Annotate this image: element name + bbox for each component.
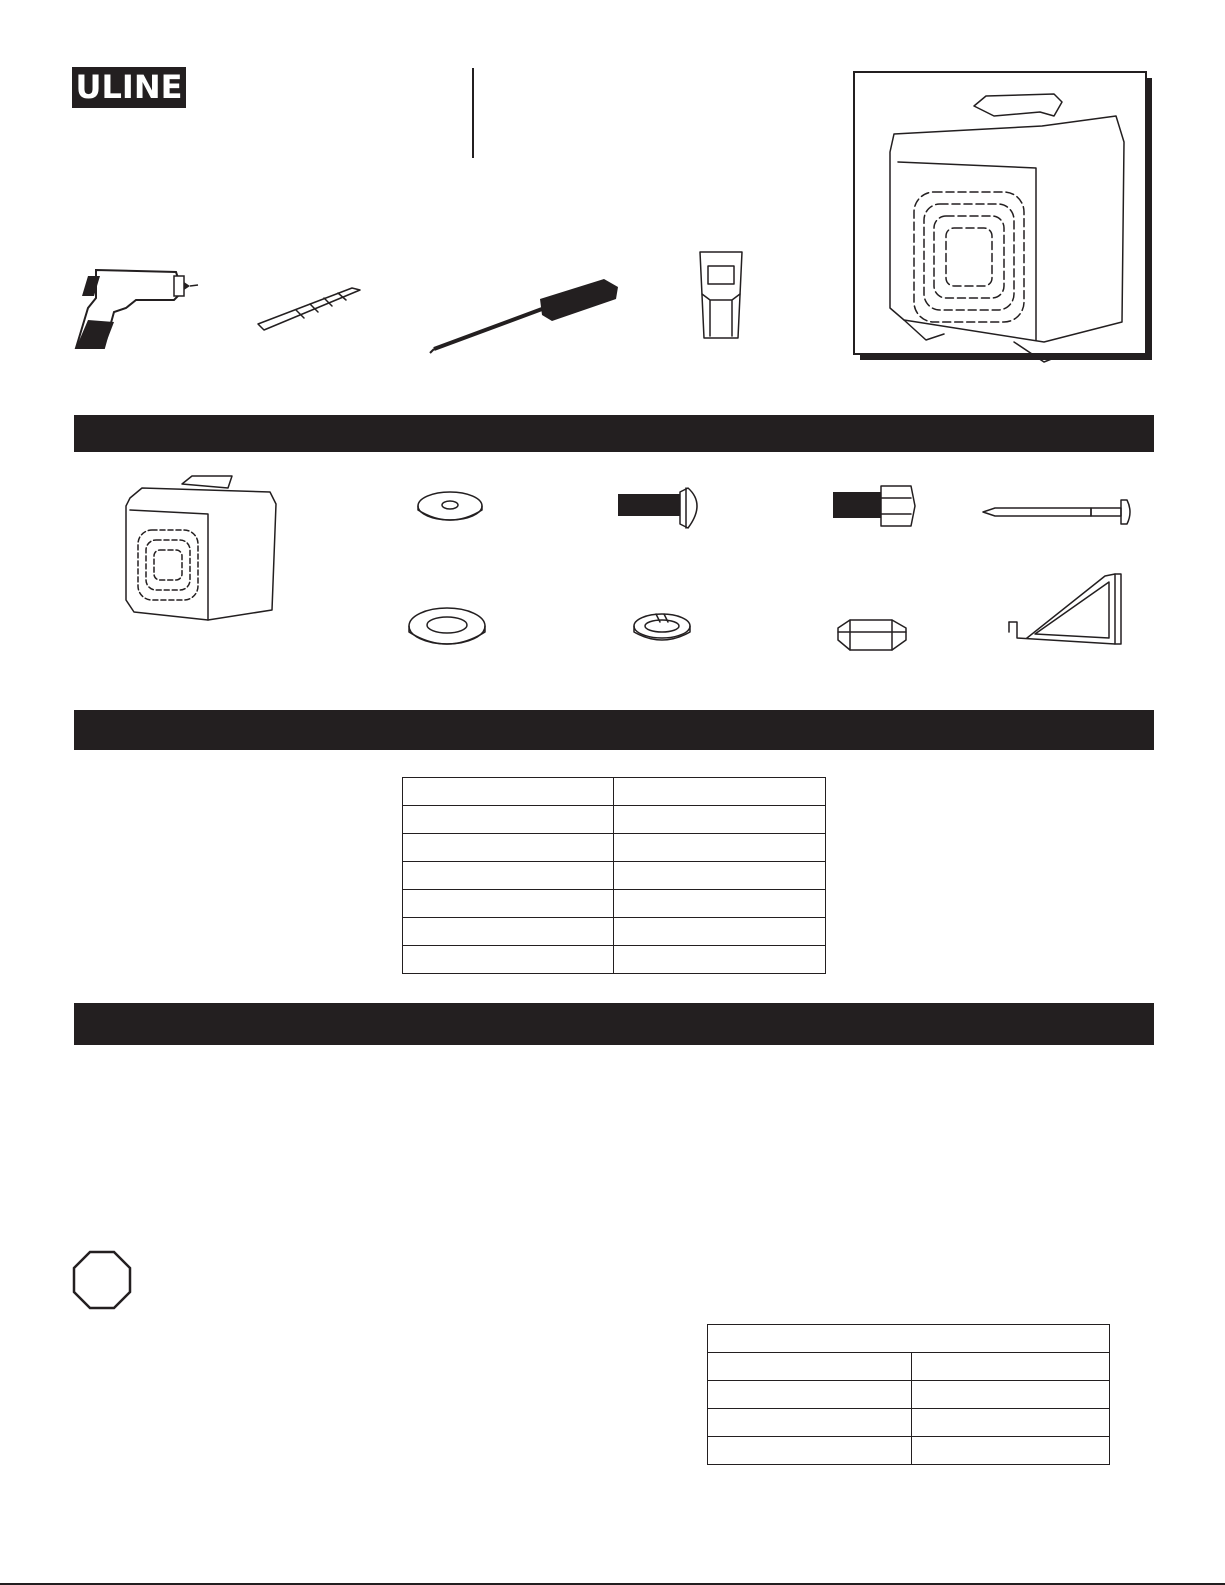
table-row bbox=[403, 778, 826, 806]
specifications-table bbox=[402, 777, 826, 974]
header-divider bbox=[472, 68, 474, 158]
table-cell bbox=[403, 918, 614, 946]
section-header-bar bbox=[74, 1003, 1154, 1045]
table-row bbox=[403, 918, 826, 946]
wiring-table bbox=[707, 1324, 1110, 1465]
table-cell bbox=[708, 1353, 912, 1381]
drill-icon bbox=[74, 268, 199, 352]
table-cell bbox=[614, 946, 826, 974]
table-row bbox=[403, 834, 826, 862]
table-row bbox=[708, 1353, 1110, 1381]
table-row bbox=[708, 1381, 1110, 1409]
table-cell bbox=[614, 834, 826, 862]
hex-nut-icon bbox=[834, 618, 909, 654]
uline-logo: ULINE bbox=[72, 67, 186, 108]
table-cell bbox=[614, 806, 826, 834]
table-row bbox=[708, 1325, 1110, 1353]
stud-finder-icon bbox=[696, 250, 746, 345]
wall-bracket-icon bbox=[1007, 572, 1122, 654]
heater-product-image bbox=[854, 72, 1159, 372]
lock-washer-icon bbox=[630, 610, 695, 650]
drill-bit-icon bbox=[256, 288, 361, 333]
table-cell bbox=[912, 1353, 1110, 1381]
table-row bbox=[403, 890, 826, 918]
table-row bbox=[403, 946, 826, 974]
screwdriver-icon bbox=[432, 277, 622, 355]
hex-bolt-icon bbox=[831, 482, 917, 534]
table-cell bbox=[403, 806, 614, 834]
table-header-cell bbox=[708, 1325, 1110, 1353]
heater-part-image bbox=[122, 470, 277, 625]
section-header-bar bbox=[74, 415, 1154, 452]
table-cell bbox=[403, 946, 614, 974]
table-row bbox=[403, 806, 826, 834]
flat-washer-large-icon bbox=[405, 604, 490, 654]
carriage-bolt-icon bbox=[616, 484, 706, 534]
table-cell bbox=[614, 778, 826, 806]
table-row bbox=[708, 1409, 1110, 1437]
table-cell bbox=[614, 890, 826, 918]
table-row bbox=[403, 862, 826, 890]
table-cell bbox=[912, 1409, 1110, 1437]
table-cell bbox=[708, 1437, 912, 1465]
table-row bbox=[708, 1437, 1110, 1465]
table-cell bbox=[403, 862, 614, 890]
lag-screw-icon bbox=[981, 498, 1136, 528]
table-cell bbox=[708, 1409, 912, 1437]
section-header-bar bbox=[74, 710, 1154, 750]
table-cell bbox=[403, 890, 614, 918]
table-cell bbox=[912, 1437, 1110, 1465]
table-cell bbox=[912, 1381, 1110, 1409]
table-cell bbox=[614, 862, 826, 890]
table-cell bbox=[614, 918, 826, 946]
flat-washer-small-icon bbox=[415, 488, 485, 528]
table-cell bbox=[708, 1381, 912, 1409]
table-cell bbox=[403, 778, 614, 806]
stop-octagon-icon bbox=[72, 1250, 132, 1310]
table-cell bbox=[403, 834, 614, 862]
